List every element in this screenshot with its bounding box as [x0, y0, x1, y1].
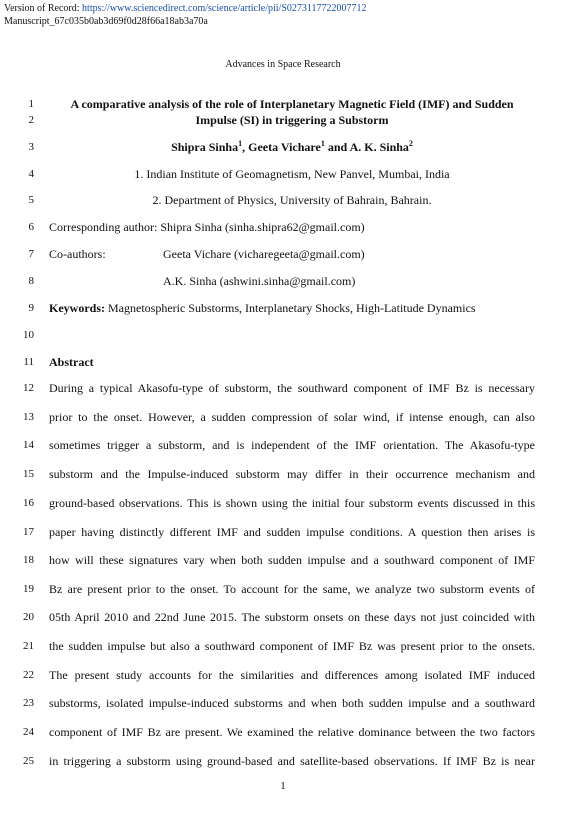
line-number: 5	[28, 194, 34, 206]
line-number: 9	[28, 302, 34, 314]
affiliation-2: 2. Department of Physics, University of Bahrain, Bahrain.	[152, 193, 432, 207]
line-number: 24	[23, 726, 34, 738]
line-number: 11	[23, 356, 34, 368]
manuscript-id: Manuscript_67c035b0ab3d69f0d28f66a18ab3a70a	[4, 16, 208, 27]
line-number: 1	[28, 98, 34, 110]
record-line	[4, 2, 367, 15]
line-number: 7	[28, 248, 34, 260]
author-sep: and	[324, 140, 350, 154]
line-number: 2	[28, 114, 34, 126]
line-number: 15	[23, 468, 34, 480]
line-number: 10	[23, 329, 34, 341]
line-number: 17	[23, 526, 34, 538]
author-2: Geeta Vichare	[248, 140, 321, 154]
line-number: 18	[23, 554, 34, 566]
abstract-line: substorm and the Impulse-induced substorm may differ in their occurrence mechanism and	[49, 467, 535, 481]
abstract-line: the sudden impulse but also a southward component of IMF Bz was present prior to the onsets.	[49, 639, 535, 653]
record-link[interactable]: https://www.sciencedirect.com/science/article/pii/S0273117722007712	[82, 3, 367, 14]
line-number: 25	[23, 755, 34, 767]
abstract-line: ground-based observations. This is shown using the initial four substorm events discussed in this	[49, 496, 535, 510]
line-number: 8	[28, 275, 34, 287]
line-number: 6	[28, 221, 34, 233]
journal-name: Advances in Space Research	[225, 59, 341, 70]
abstract-line: sometimes trigger a substorm, and is independent of the IMF orientation. The Akasofu-type	[49, 438, 535, 452]
line-number: 22	[23, 669, 34, 681]
abstract-line: Bz are present prior to the onset. To account for the same, we analyze two substorm events of	[49, 582, 535, 596]
line-number: 23	[23, 697, 34, 709]
abstract-line: paper having distinctly different IMF and sudden impulse conditions. A question then arises is	[49, 525, 535, 539]
line-number: 19	[23, 583, 34, 595]
author-1: Shipra Sinha	[171, 140, 239, 154]
coauthor-1: Geeta Vichare (vicharegeeta@gmail.com)	[163, 247, 365, 261]
abstract-line: The present study accounts for the similarities and differences among isolated IMF induced	[49, 668, 535, 682]
abstract-heading: Abstract	[49, 355, 94, 369]
line-number: 3	[28, 141, 34, 153]
record-label: Version of Record:	[4, 3, 83, 14]
abstract-line: During a typical Akasofu-type of substorm, the southward component of IMF Bz is necessary	[49, 381, 535, 395]
line-number: 14	[23, 439, 34, 451]
abstract-line: in triggering a substorm using ground-based and satellite-based observations. If IMF Bz is near	[49, 754, 535, 768]
coauthor-2: A.K. Sinha (ashwini.sinha@gmail.com)	[163, 274, 356, 288]
line-number: 12	[23, 382, 34, 394]
line-number: 16	[23, 497, 34, 509]
line-number: 20	[23, 611, 34, 623]
coauthors-label: Co-authors:	[49, 247, 106, 261]
line-number: 21	[23, 640, 34, 652]
line-number: 13	[23, 411, 34, 423]
keywords-label: Keywords:	[49, 301, 105, 315]
keywords-line	[49, 301, 535, 315]
title-line-2: Impulse (SI) in triggering a Substorm	[195, 113, 389, 127]
author-3: A. K. Sinha	[349, 140, 409, 154]
abstract-line: how will these signatures vary when both sudden impulse and a southward component of IMF	[49, 553, 535, 567]
title-line-1: A comparative analysis of the role of Interplanetary Magnetic Field (IMF) and Sudden	[70, 97, 514, 111]
line-number: 4	[28, 168, 34, 180]
author-sep: ,	[242, 140, 249, 154]
abstract-line: prior to the onset. However, a sudden compression of solar wind, if intense enough, can also	[49, 410, 535, 424]
author-2-affil: 1	[320, 139, 325, 148]
author-1-affil: 1	[238, 139, 243, 148]
affiliation-1: 1. Indian Institute of Geomagnetism, New Panvel, Mumbai, India	[134, 167, 450, 181]
abstract-line: 05th April 2010 and 22nd June 2015. The substorm onsets on these days not just coincided with	[49, 610, 535, 624]
author-list	[49, 140, 535, 154]
corresponding-author: Corresponding author: Shipra Sinha (sinha.shipra62@gmail.com)	[49, 220, 365, 234]
author-3-affil: 2	[408, 139, 413, 148]
keywords-text: Magnetospheric Substorms, Interplanetary Shocks, High-Latitude Dynamics	[105, 301, 476, 315]
abstract-line: substorms, isolated impulse-induced substorms and when both sudden impulse and a southward	[49, 696, 535, 710]
page-number: 1	[280, 780, 286, 792]
version-header	[4, 2, 367, 28]
abstract-line: component of IMF Bz are present. We examined the relative dominance between the two factors	[49, 725, 535, 739]
